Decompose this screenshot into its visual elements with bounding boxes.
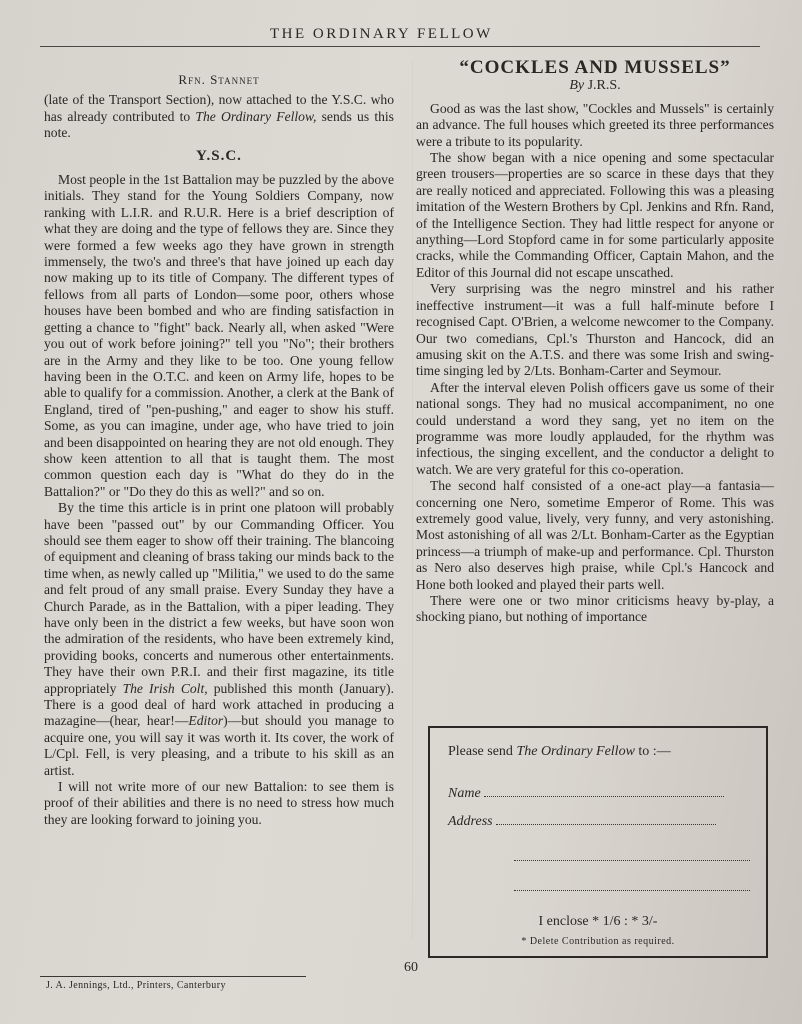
review-paragraph-6: There were one or two minor criticisms heavy by-play, a shocking piano, but nothing of importance [416, 593, 774, 625]
review-paragraph-4: After the interval eleven Polish officers gave us some of their national songs. They had no musical accompaniment, no one could understand a word they sang, yet no item on the programme was more loudly applauded, for the rhythm was infectious, the singing excellent, and the conductor a delight to watch. We are very grateful for this co-operation. [416, 379, 774, 477]
review-paragraph-2: The show began with a nice opening and some spectacular green trousers—properties are so scarce in these days that they are really noticed and appreciated. Following this was a pleasing imitation of the Western Brothers by Cpl. Jenkins and Rfn. Rand, of the Intelligence Section. They had little respect for anyone or anything—Lord Stopford came in for some particularly apposite cracks, while the Commanding Officer, Captain Mahon, and the Editor of this Journal did not escape unscathed. [416, 150, 774, 280]
name-label: Name [448, 786, 481, 801]
printer-rule [40, 976, 306, 977]
address-field-line-1[interactable] [496, 812, 716, 825]
address-field-line-3[interactable] [514, 890, 750, 891]
ysc-paragraph-1: Most people in the 1st Battalion may be puzzled by the above initials. They stand for the Young Soldiers Company, now ranking with L.I.R. and R.U.R. Here is a brief description of what they are doing and the type of fellows they are. Since they were formed a few weeks ago they have grown in strength immensely, the two's and three's that have joined up each day now making up to its title of Company. The different types of fellows from all parts of London—some poor, others whose houses have been bombed and who are finding satisfaction in getting a chance to "fight" back. Nearly all, when asked "Were you out of work before joining?" tell you "No"; their brothers are in the Army and they like to be too. One young fellow having been in the O.T.C. and keen on Army life, hopes to be able to qualify for a commission. Another, a clerk at the Bank of England, tired of "pen-pushing," and eager to show his stuff. Some, as you can imagine, under age, who have tried to join and been disappointed on hearing they are not old enough. They show keen attention to all that is taught them. The most common question each day is "What do they do in the Battalion?" or "Do they do this as well?" and so on. [44, 172, 394, 499]
magazine-title: The Irish Colt, [122, 680, 208, 696]
left-column [44, 72, 394, 828]
name-row [448, 784, 724, 802]
intro-text-before: (late of the Transport Section), now attached to the Y.S.C. who has already contributed to [44, 92, 394, 124]
intro-journal-title: The Ordinary Fellow, [195, 108, 317, 124]
byline-by: By [569, 78, 585, 94]
running-title: THE ORDINARY FELLOW [270, 26, 493, 42]
byline [416, 78, 774, 94]
ysc-paragraph-2 [44, 500, 394, 779]
address-label: Address [448, 814, 493, 829]
byline-initials: J.R.S. [587, 78, 621, 94]
p2-text-after: )—but should you manage to acquire one, you will say it was worth it. Its cover, the work of L/Cpl. Fell, is very pleasing, and a tribute to his skill as an artist. [44, 713, 394, 778]
delete-note: * Delete Contribution as required. [521, 936, 675, 947]
send-suffix: to :— [634, 744, 671, 759]
page-fold [412, 60, 413, 940]
right-column [416, 57, 774, 626]
review-paragraph-3: Very surprising was the negro minstrel and his rather ineffective instrument—it was a full half-minute before I recognised Capt. O'Brien, a welcome newcomer to the Company. Our two comedians, Cpl.'s Thurston and Hancock, did an amusing skit on the A.T.S. and there was some Irish and swing-time singing led by 2/Lts. Bonham-Carter and Seymour. [416, 281, 774, 379]
p2-text-before: By the time this article is in print one platoon will probably have been "passed out" by our Commanding Officer. You should see them eager to show off their training. The blancoing of equipment and cleaning of brass taking our minds back to the time when, as newly called up "Militia," we used to do the same and felt proud of any small praise. Every Sunday they have a Church Parade, as in the Battalion, with a piper leading. They have only been in the district a few weeks, but have soon won the admiration of the residents, who have been extremely kind, providing books, concerts and numerous other entertainments. They have their own P.R.I. and their first magazine, its title appropriately [44, 500, 394, 696]
ysc-paragraph-3: I will not write more of our new Battalion: to see them is proof of their abilities and there is no need to stress how much they are looking forward to joining you. [44, 779, 394, 827]
article-title: “COCKLES AND MUSSELS” [459, 57, 731, 78]
review-paragraph-1: Good as was the last show, "Cockles and Mussels" is certainly an advance. The full houses which greeted its three performances were a tribute to its popularity. [416, 100, 774, 149]
intro-text-after: sends us this note. [44, 108, 394, 141]
p2-text-middle: published this month (January). There is a good deal of hard work attached in producing a mazagine—(hear, hear!— [44, 680, 394, 729]
review-paragraph-5: The second half consisted of a one-act play—a fantasia—concerning one Nero, sometime Emperor of Rome. This was extremely good value, lively, very funny, and very astonishing. Most astonishing of all was 2/Lt. Bonham-Carter as the Egyptian princess—a triumph of make-up and performance. Cpl. Thurston as Nero also deserves high praise, while Cpl.'s Hancock and Hone both looked and played their parts well. [416, 478, 774, 592]
send-journal-title: The Ordinary Fellow [516, 744, 635, 759]
subscription-form [428, 726, 768, 958]
header-rule [40, 46, 760, 47]
intro-paragraph [44, 92, 394, 141]
author-name: Rfn. Stannet [178, 72, 260, 87]
page-number: 60 [404, 960, 418, 975]
enclose-line: I enclose * 1/6 : * 3/- [538, 914, 658, 929]
send-line [448, 744, 671, 760]
send-prefix: Please send [448, 744, 517, 759]
address-row [448, 812, 716, 830]
name-field[interactable] [484, 784, 724, 797]
editor-aside: Editor [188, 713, 224, 729]
printer-credit: J. A. Jennings, Ltd., Printers, Canterbury [46, 980, 226, 991]
address-field-line-2[interactable] [514, 860, 750, 861]
section-title: Y.S.C. [196, 147, 242, 164]
